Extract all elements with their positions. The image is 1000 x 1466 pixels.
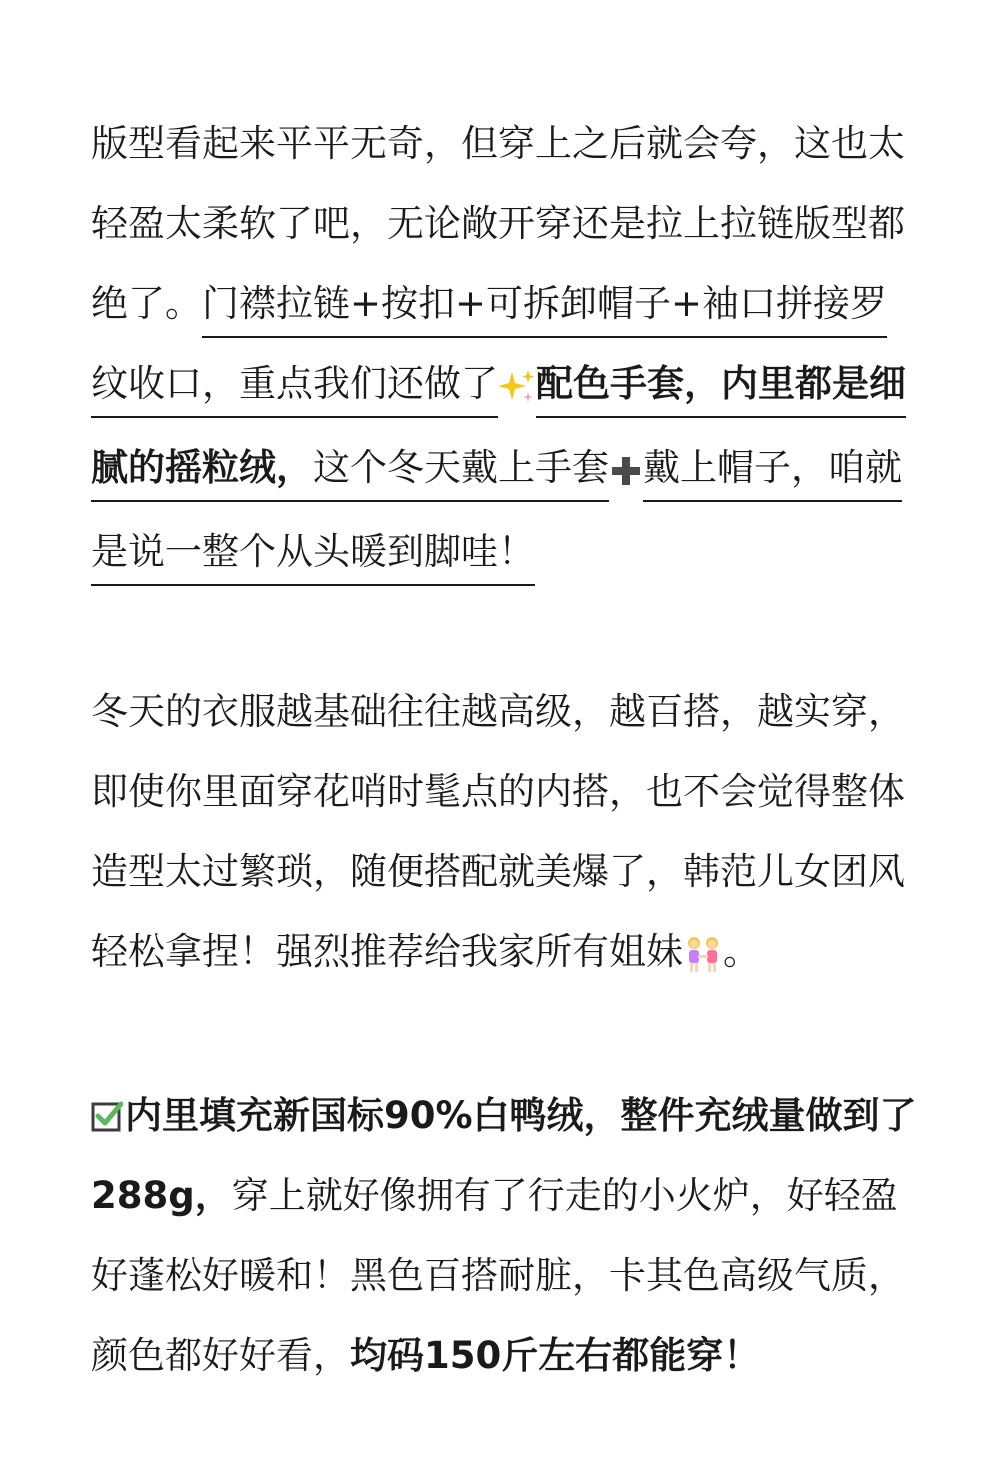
paragraph-filling [91, 1076, 921, 1396]
style-text: 冬天的衣服越基础往往越高级，越百搭，越实穿，即使你里面穿花哨时髦点的内搭，也不会觉得整体造型太过繁琐，随便搭配就美爆了，韩范儿女团风轻松拿捏！强烈推荐给我家所有姐妹 [91, 690, 905, 973]
filling-bold-text: 内里填充新国标90%白鸭绒，整件充绒量做到了288g， [91, 1094, 917, 1217]
paragraph-style [91, 672, 921, 996]
style-end-text: 。 [723, 930, 760, 973]
gloves-lining-text: 配色手套，内里都是细腻的摇粒绒， [91, 362, 906, 489]
check-box-icon [91, 1080, 123, 1112]
design-intro-text: 版型看起来平平无奇，但穿上之后就会夸，这也太轻盈太柔软了吧，无论敞开穿还是拉上拉链版型都绝了。 [91, 122, 905, 325]
heavy-plus-icon [609, 432, 643, 512]
features-text: 门襟拉链+按扣+可拆卸帽子+袖口拼接罗纹收口，重点我们还做了 [91, 282, 888, 405]
size-bold-text: 均码150斤左右都能穿！ [350, 1334, 761, 1377]
filling-desc-text: 穿上就好像拥有了行走的小火炉，好轻盈好蓬松好暖和！黑色百搭耐脏，卡其色高级气质，颜色都好好看， [91, 1174, 905, 1377]
two-women-holding-hands-icon [683, 916, 723, 996]
article-body [91, 104, 921, 1396]
gloves-hat-text: 这个冬天戴上手套 [313, 446, 609, 489]
sparkles-icon [498, 348, 536, 428]
paragraph-design [91, 104, 921, 592]
warm-text: 戴上帽子，咱就是说一整个从头暖到脚哇！ [91, 446, 902, 573]
